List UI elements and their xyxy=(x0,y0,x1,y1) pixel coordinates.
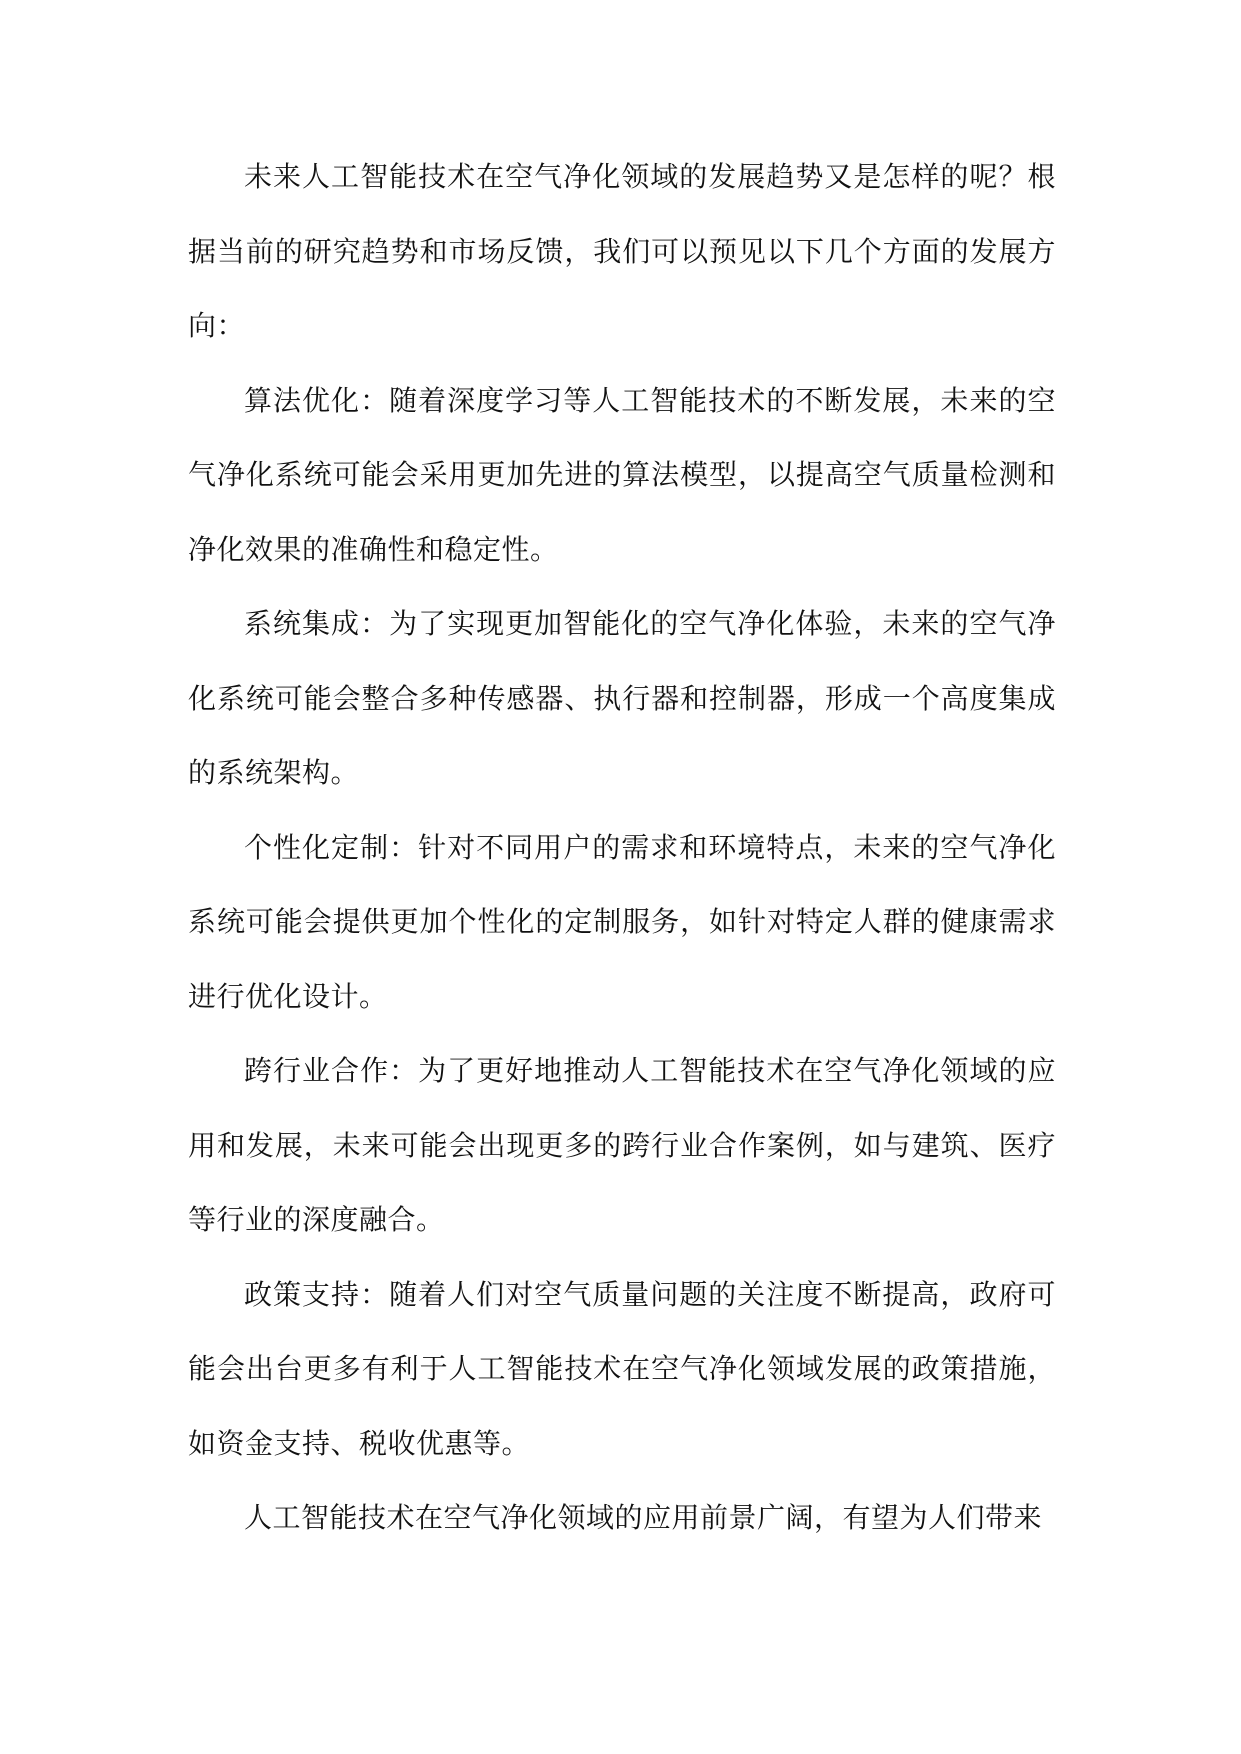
paragraph-personalized-customization: 个性化定制：针对不同用户的需求和环境特点，未来的空气净化系统可能会提供更加个性化的定制服务，如针对特定人群的健康需求进行优化设计。 xyxy=(188,830,1056,1013)
paragraph-policy-support: 政策支持：随着人们对空气质量问题的关注度不断提高，政府可能会出台更多有利于人工智能技术在空气净化领域发展的政策措施，如资金支持、税收优惠等。 xyxy=(188,1277,1056,1460)
paragraph-intro: 未来人工智能技术在空气净化领域的发展趋势又是怎样的呢？根据当前的研究趋势和市场反馈，我们可以预见以下几个方面的发展方向： xyxy=(188,160,1056,342)
paragraph-algorithm-optimization: 算法优化：随着深度学习等人工智能技术的不断发展，未来的空气净化系统可能会采用更加先进的算法模型，以提高空气质量检测和净化效果的准确性和稳定性。 xyxy=(188,383,1056,566)
paragraph-system-integration: 系统集成：为了实现更加智能化的空气净化体验，未来的空气净化系统可能会整合多种传感器、执行器和控制器，形成一个高度集成的系统架构。 xyxy=(188,607,1056,789)
document-body xyxy=(188,140,1056,1556)
paragraph-outlook: 人工智能技术在空气净化领域的应用前景广阔，有望为人们带来 xyxy=(244,1501,1043,1534)
paragraph-cross-industry-cooperation: 跨行业合作：为了更好地推动人工智能技术在空气净化领域的应用和发展，未来可能会出现更多的跨行业合作案例，如与建筑、医疗等行业的深度融合。 xyxy=(188,1054,1056,1236)
